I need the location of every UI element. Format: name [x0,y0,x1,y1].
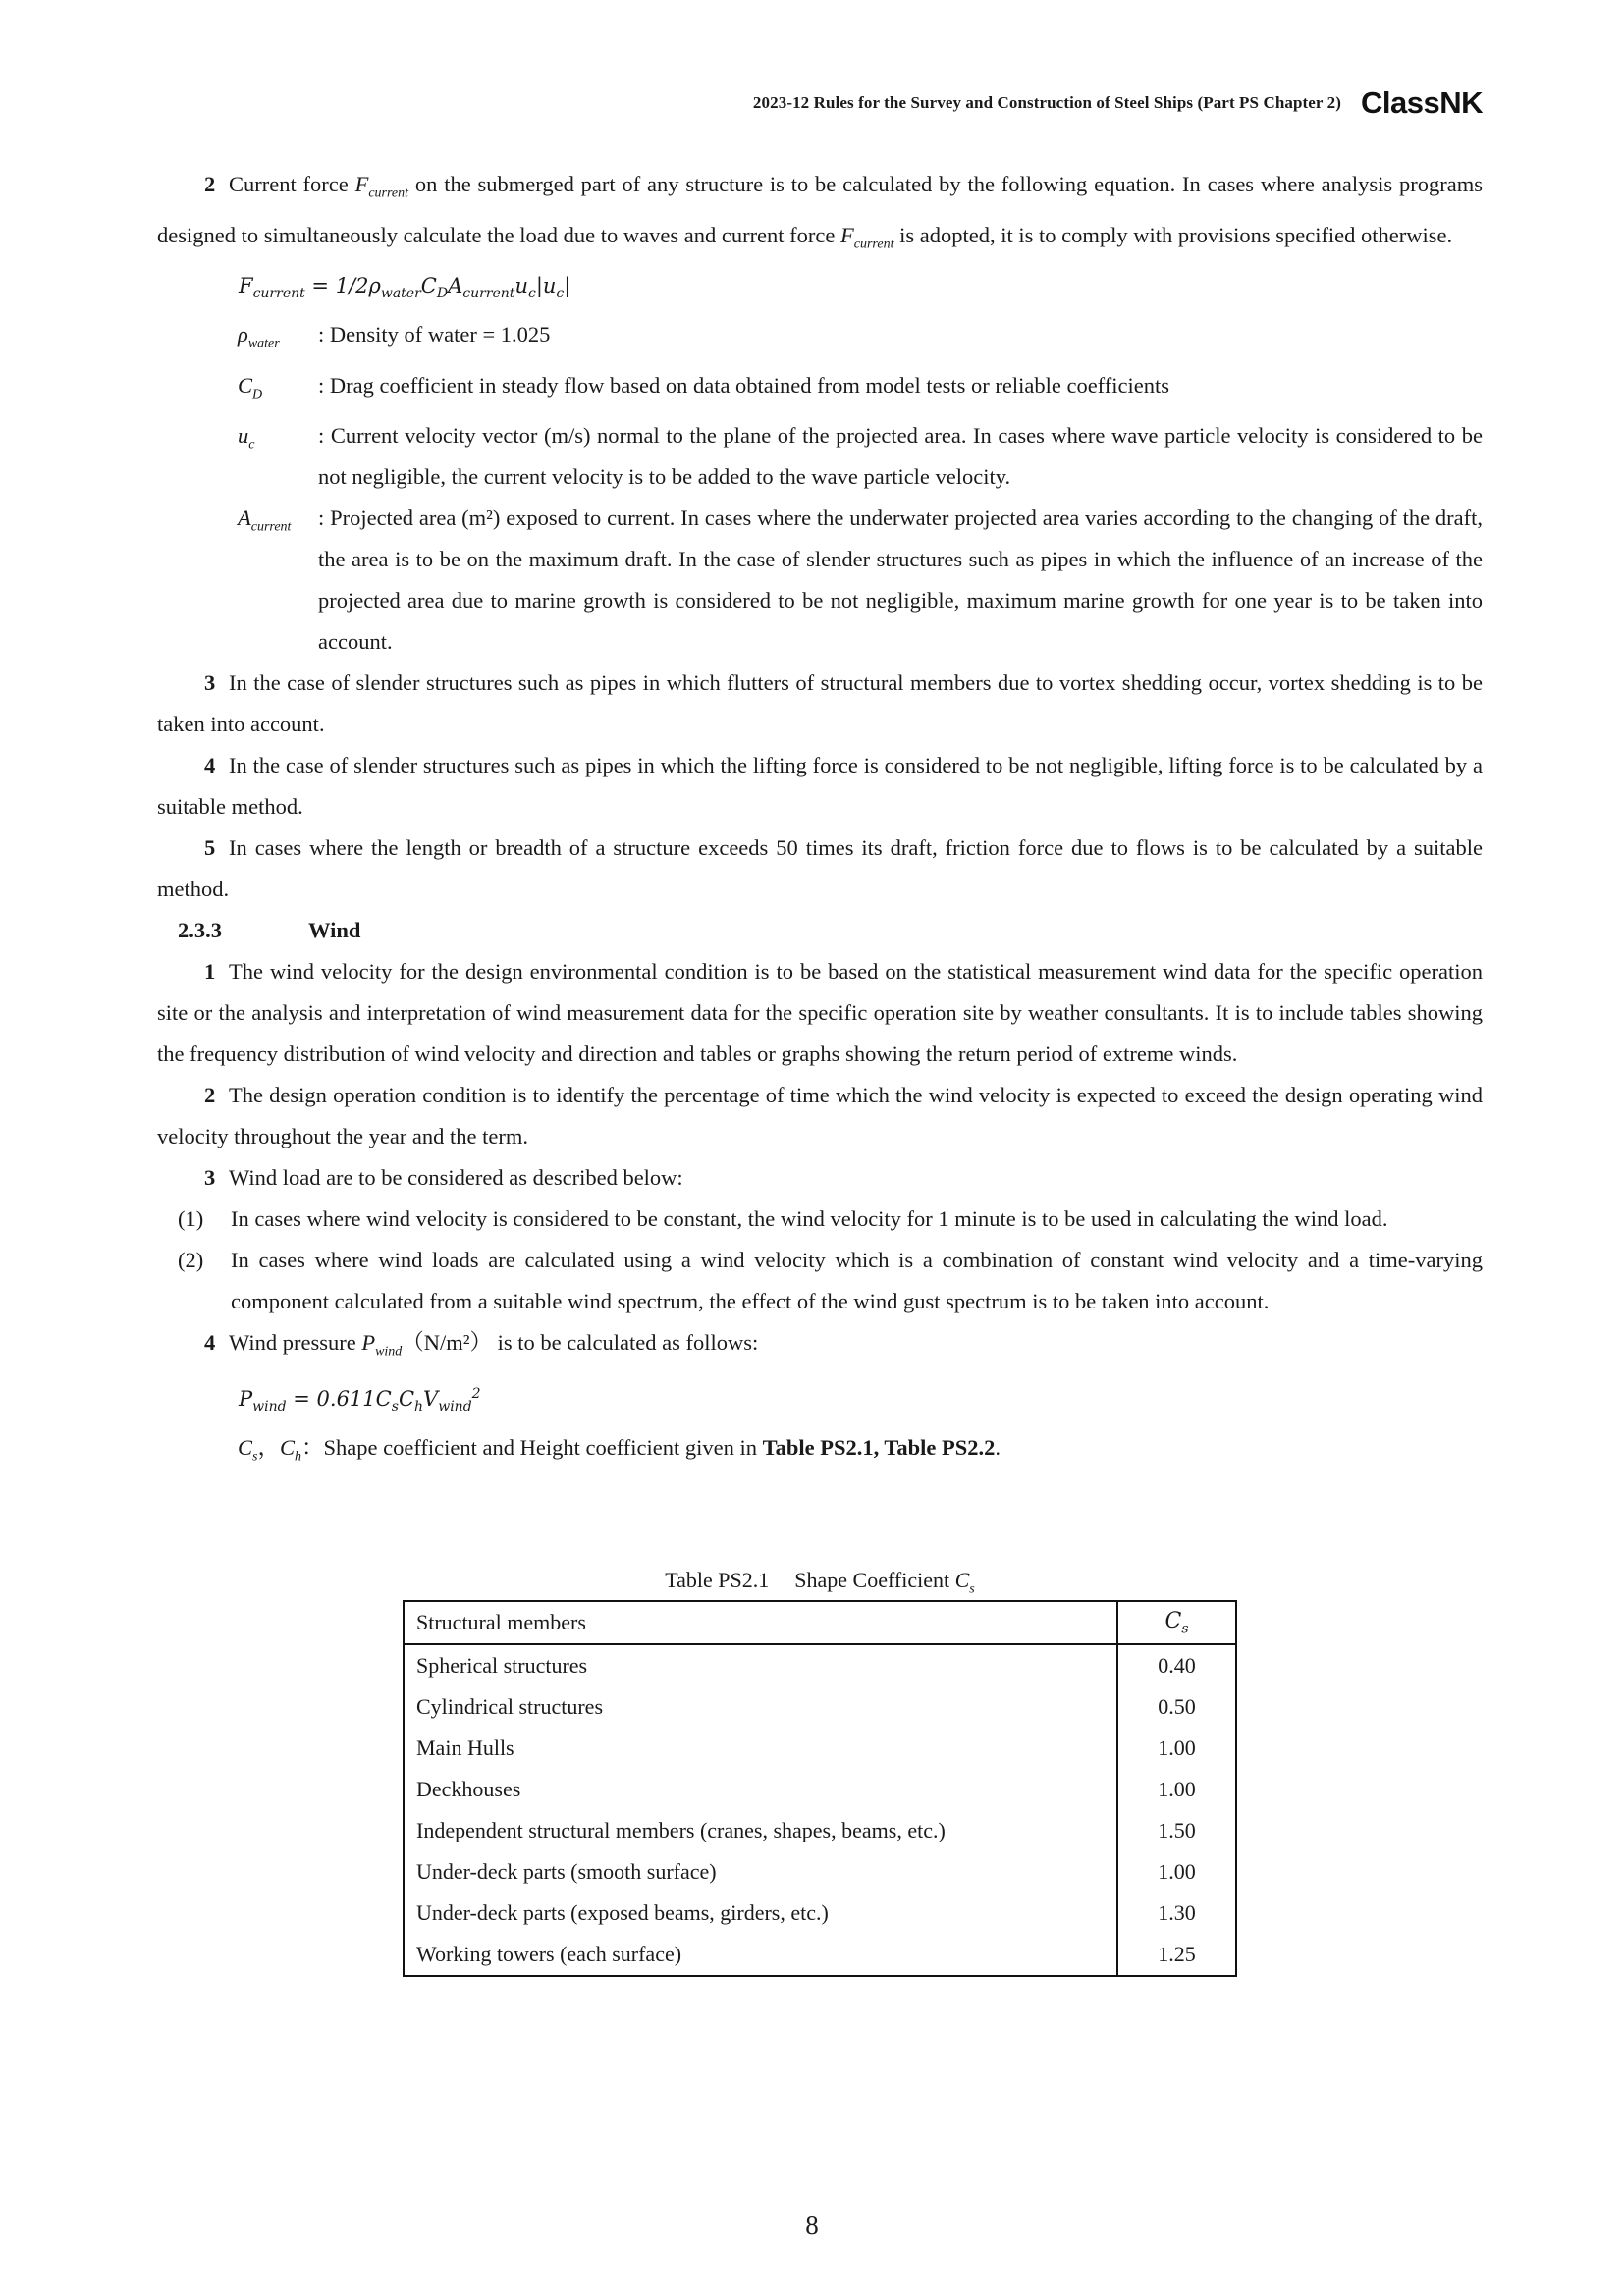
wind-paragraph-1: 1 The wind velocity for the design environmental condition is to be based on the statistical measurement wind data for the specific operation site or the analysis and interpretation of wind measurement data for the specific operation site by weather consultants. It is to include tables showing the frequency distribution of wind velocity and direction and tables or graphs showing the return period of extreme winds. [157,959,1483,1067]
table-row: Under-deck parts (exposed beams, girders, etc.) 1.30 [404,1893,1236,1934]
paragraph-3: 3 In the case of slender structures such as pipes in which flutters of structural members due to vortex shedding occur, vortex shedding is to be taken into account. [157,670,1483,737]
column-header-members: Structural members [404,1601,1117,1644]
definition-projected-area: $A_{current}$ : Projected area (m²) exposed to current. In cases where the underwater projected area varies according to the changing of the draft, the area is to be on the maximum draft. In the case of slender structures such as pipes in which the influence of an increase of the projected area due to marine growth is considered to be not negligible, maximum marine growth for one year is to be taken into account. [238,506,1483,655]
wind-paragraph-3: 3 Wind load are to be considered as described below: [204,1165,683,1191]
wind-paragraph-4: 4 Wind pressure $P_{wind}(N/m^2)$ is to be calculated as follows: [204,1330,759,1360]
wind-pressure-equation: $P_{wind} = 0.611C_sC_hV_{wind}^2$ [239,1385,481,1415]
table-row: Under-deck parts (smooth surface) 1.00 [404,1851,1236,1893]
table-row: Spherical structures 0.40 [404,1644,1236,1686]
table-row: Deckhouses 1.00 [404,1769,1236,1810]
definition-shape-height-coefficient: $C_s$，$C_h$：Shape coefficient and Height coefficient given in Table PS2.1, Table PS2.2. [238,1434,1001,1465]
table-header-row [404,1601,1236,1644]
definition-rho-water: $\rho_{water}$ : Density of water = 1.025 [238,322,551,351]
paragraph-4: 4 In the case of slender structures such as pipes in which the lifting force is considered to be not negligible, lifting force is to be calculated by a suitable method. [157,753,1483,820]
section-heading-wind: 2.3.3 Wind [178,918,361,943]
page-header [589,81,1483,125]
wind-load-item-2: (2) In cases where wind loads are calculated using a wind velocity which is a combination of constant wind velocity and a time-varying component calculated from a suitable wind spectrum, the effect of the wind gust spectrum is to be taken into account. [178,1248,1483,1314]
header-title: 2023-12 Rules for the Survey and Construction of Steel Ships (Part PS Chapter 2) [752,93,1341,112]
table-row: Cylindrical structures 0.50 [404,1686,1236,1728]
table-row: Working towers (each surface) 1.25 [404,1934,1236,1976]
paragraph-5: 5 In cases where the length or breadth of a structure exceeds 50 times its draft, friction force due to flows is to be calculated by a suitable method. [157,835,1483,902]
current-force-equation: $F_{current} = 1/2\rho_{water}C_DA_{current}u_c|u_c|$ [239,274,571,302]
table-row: Independent structural members (cranes, shapes, beams, etc.) 1.50 [404,1810,1236,1851]
wind-paragraph-2: 2 The design operation condition is to identify the percentage of time which the wind velocity is expected to exceed the design operating wind velocity throughout the year and the term. [157,1083,1483,1149]
definition-drag-coefficient: $C_D$ : Drag coefficient in steady flow based on data obtained from model tests or reliable coefficients [238,372,1169,402]
table-caption: Table PS2.1 Shape Coefficient $C_s$ [665,1568,975,1597]
paragraph-2: 2 Current force $F_{current}$ on the submerged part of any structure is to be calculated by the following equation. In cases where analysis programs designed to simultaneously calculate the load due to waves and current force $F_{current}$ is adopted, it is to comply with provisions specified otherwise. [157,172,1483,251]
shape-coefficient-table [403,1600,1237,1977]
table-row: Main Hulls 1.00 [404,1728,1236,1769]
page-number: 8 [805,2211,819,2240]
column-header-cs: $C_s$ [1117,1601,1236,1644]
classnk-logo: ClassNK [1361,85,1483,120]
wind-load-item-1: (1) In cases where wind velocity is considered to be constant, the wind velocity for 1 minute is to be used in calculating the wind load. [178,1206,1388,1232]
document-body [157,164,1483,1477]
definition-current-velocity: $u_c$ : Current velocity vector (m/s) normal to the plane of the projected area. In cases where wave particle velocity is considered to be not negligible, the current velocity is to be added to the wave particle velocity. [238,423,1483,490]
